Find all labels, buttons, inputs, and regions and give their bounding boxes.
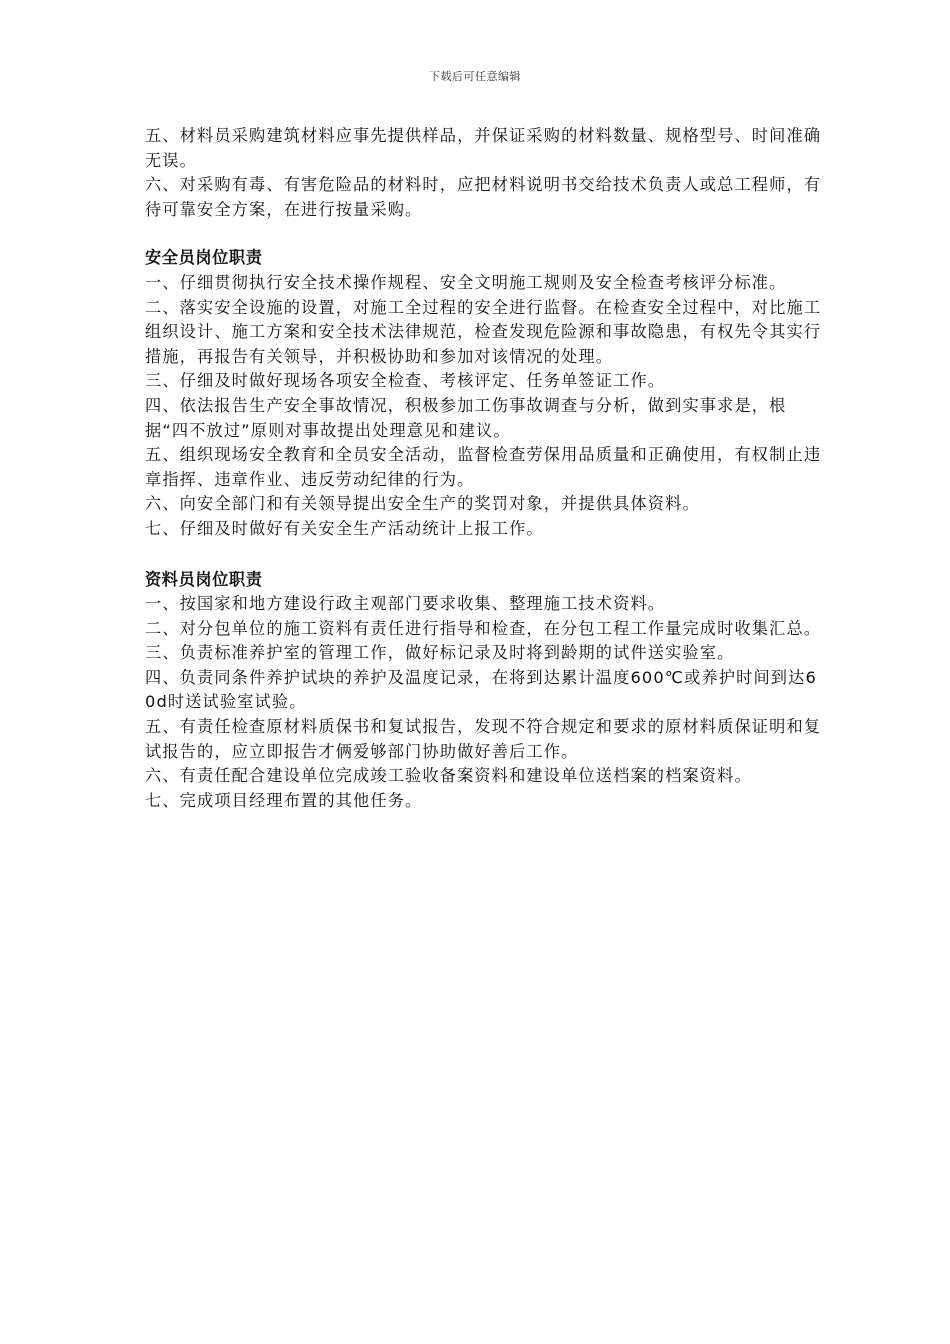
safety-item-7: 七、仔细及时做好有关安全生产活动统计上报工作。 (145, 518, 544, 538)
section-spacer (145, 542, 825, 568)
safety-item-5: 五、组织现场安全教育和全员安全活动，监督检查劳保用品质量和正确使用，有权制止违章指挥、违章作业、违反劳动纪律的行为。 (145, 445, 822, 489)
section-title-safety: 安全员岗位职责 (145, 248, 263, 268)
records-item-6: 六、有责任配合建设单位完成竣工验收备案资料和建设单位送档案的档案资料。 (145, 766, 752, 786)
intro-paragraph-5: 五、材料员采购建筑材料应事先提供样品，并保证采购的材料数量、规格型号、时间准确无误。 (145, 126, 822, 170)
section-spacer (145, 222, 825, 246)
page-header: 下载后可任意编辑 (429, 70, 521, 83)
safety-item-4: 四、依法报告生产安全事故情况，积极参加工伤事故调查与分析，做到实事求是，根据“四不放过”原则对事故提出处理意见和建议。 (145, 395, 787, 440)
records-item-2: 二、对分包单位的施工资料有责任进行指导和检查，在分包工程工作量完成时收集汇总。 (145, 618, 822, 638)
document-body (145, 124, 825, 813)
records-item-7: 七、完成项目经理布置的其他任务。 (145, 790, 423, 810)
safety-item-3: 三、仔细及时做好现场各项安全检查、考核评定、任务单签证工作。 (145, 371, 666, 391)
safety-item-6: 六、向安全部门和有关领导提出安全生产的奖罚对象，并提供具体资料。 (145, 494, 700, 514)
records-item-5: 五、有责任检查原材料质保书和复试报告，发现不符合规定和要求的原材料质保证明和复试报告的，应立即报告才俩爱够部门协助做好善后工作。 (145, 717, 822, 761)
records-item-4: 四、负责同条件养护试块的养护及温度记录，在将到达累计温度600℃或养护时间到达60d时送试验室试验。 (145, 667, 817, 712)
records-item-1: 一、按国家和地方建设行政主观部门要求收集、整理施工技术资料。 (145, 594, 666, 614)
records-item-3: 三、负责标准养护室的管理工作，做好标记录及时将到龄期的试件送实验室。 (145, 643, 735, 663)
section-title-records: 资料员岗位职责 (145, 569, 263, 589)
safety-item-2: 二、落实安全设施的设置，对施工全过程的安全进行监督。在检查安全过程中，对比施工组织设计、施工方案和安全技术法律规范，检查发现危险源和事故隐患，有权先令其实行措施，再报告有关领导，并积极协助和参加对该情况的处理。 (145, 297, 822, 366)
intro-paragraph-6: 六、对采购有毒、有害危险品的材料时，应把材料说明书交给技术负责人或总工程师，有待可靠安全方案，在进行按量采购。 (145, 175, 822, 219)
safety-item-1: 一、仔细贯彻执行安全技术操作规程、安全文明施工规则及安全检查考核评分标准。 (145, 272, 787, 292)
